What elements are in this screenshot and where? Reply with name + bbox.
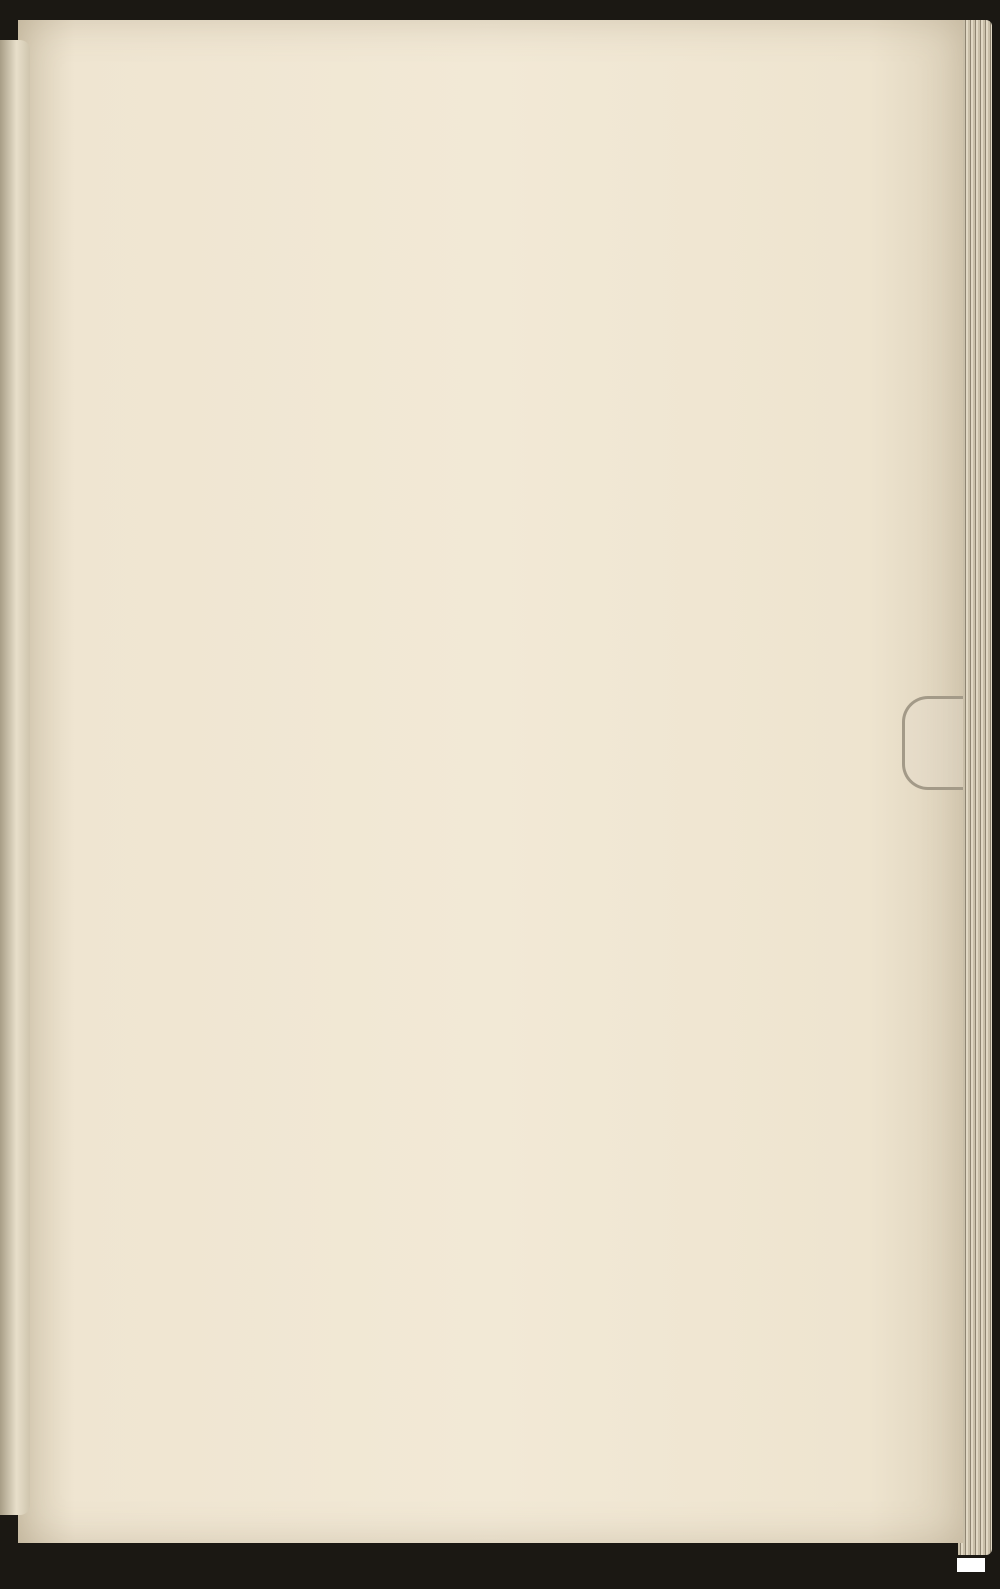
facing-page-edge xyxy=(0,40,30,1515)
dfg-logo xyxy=(957,1558,985,1572)
book-page xyxy=(18,20,963,1543)
page-stack-edge xyxy=(958,20,992,1555)
clip-shadow xyxy=(902,696,963,790)
